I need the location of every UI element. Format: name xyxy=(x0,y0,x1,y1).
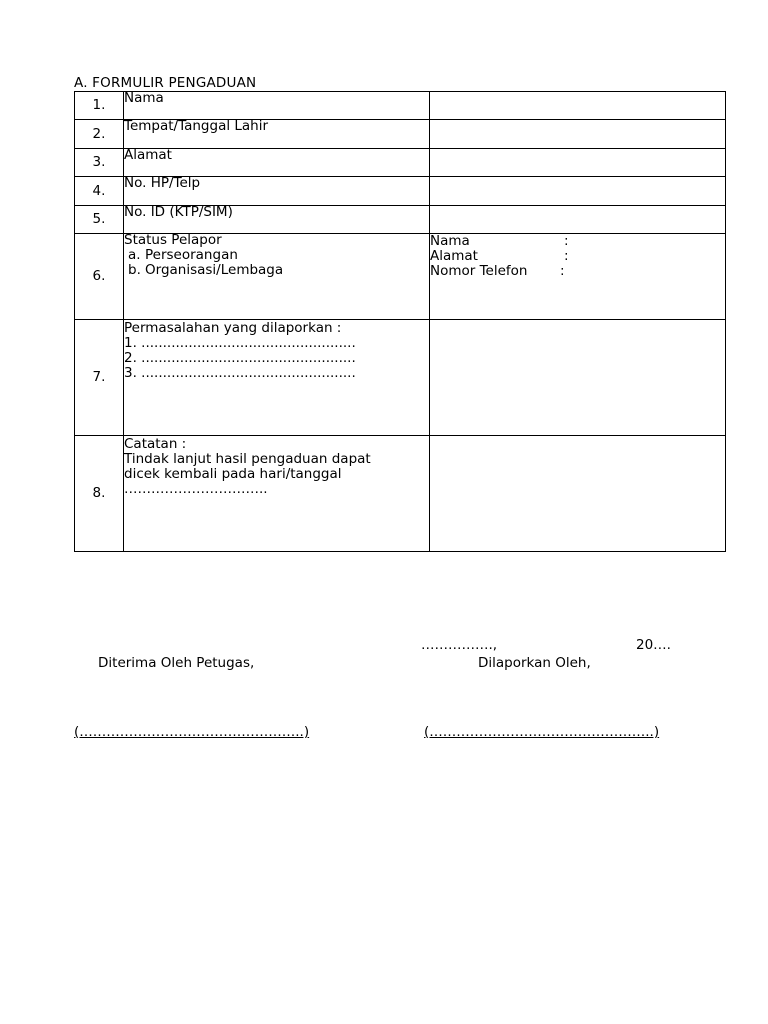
table-row xyxy=(75,234,726,320)
reporter-name-label: Nama xyxy=(430,233,470,249)
row-label xyxy=(124,320,430,436)
row-number: 3. xyxy=(75,149,124,177)
value-ttl-field[interactable] xyxy=(430,120,726,149)
row-number: 6. xyxy=(75,234,124,320)
colon: : xyxy=(560,263,565,279)
place-date-blank[interactable]: ……………., xyxy=(421,637,498,653)
label-catatan: Catatan : xyxy=(124,436,187,452)
label-permasalahan: Permasalahan yang dilaporkan : xyxy=(124,320,342,336)
value-alamat-field[interactable] xyxy=(430,149,726,177)
row-number: 8. xyxy=(75,436,124,552)
note-line-2: dicek kembali pada hari/tanggal xyxy=(124,466,342,482)
row-label xyxy=(124,120,430,149)
row-label xyxy=(124,234,430,320)
colon: : xyxy=(564,233,569,249)
reporter-address-label: Alamat xyxy=(430,248,478,264)
table-row xyxy=(75,436,726,552)
year-blank[interactable]: 20…. xyxy=(636,637,671,653)
row-number: 1. xyxy=(75,92,124,120)
problem-line-3[interactable]: 3. .................................................. xyxy=(124,365,356,381)
reporter-signature-line[interactable]: (…………………………………………..) xyxy=(424,724,660,740)
label-nama: Nama xyxy=(124,90,164,106)
form-title: A. FORMULIR PENGADUAN xyxy=(74,75,257,91)
value-hp-field[interactable] xyxy=(430,177,726,206)
option-organisasi: b. Organisasi/Lembaga xyxy=(128,262,284,278)
row-number: 5. xyxy=(75,206,124,234)
row-label xyxy=(124,92,430,120)
officer-signature-line[interactable]: (…………………………………………..) xyxy=(74,724,310,740)
row-number: 4. xyxy=(75,177,124,206)
value-id-field[interactable] xyxy=(430,206,726,234)
table-row xyxy=(75,120,726,149)
row-label xyxy=(124,206,430,234)
problem-line-1[interactable]: 1. .................................................. xyxy=(124,335,356,351)
label-hp: No. HP/Telp xyxy=(124,175,201,191)
colon: : xyxy=(564,248,569,264)
note-line-1: Tindak lanjut hasil pengaduan dapat xyxy=(124,451,371,467)
table-row xyxy=(75,206,726,234)
row-number: 2. xyxy=(75,120,124,149)
label-alamat: Alamat xyxy=(124,147,172,163)
table-row xyxy=(75,92,726,120)
problem-line-2[interactable]: 2. .................................................. xyxy=(124,350,356,366)
problem-detail-field[interactable] xyxy=(430,320,726,436)
reporter-phone-label: Nomor Telefon xyxy=(430,263,528,279)
row-label xyxy=(124,149,430,177)
row-label xyxy=(124,436,430,552)
complaint-form-table xyxy=(74,91,726,552)
row-label xyxy=(124,177,430,206)
table-row xyxy=(75,149,726,177)
table-row xyxy=(75,177,726,206)
option-perseorangan: a. Perseorangan xyxy=(128,247,238,263)
label-ttl: Tempat/Tanggal Lahir xyxy=(124,118,269,134)
received-by-label: Diterima Oleh Petugas, xyxy=(98,655,255,671)
row-number: 7. xyxy=(75,320,124,436)
reported-by-label: Dilaporkan Oleh, xyxy=(478,655,591,671)
label-status-pelapor: Status Pelapor xyxy=(124,232,222,248)
value-nama-field[interactable] xyxy=(430,92,726,120)
label-id: No. ID (KTP/SIM) xyxy=(124,204,233,220)
note-detail-field[interactable] xyxy=(430,436,726,552)
note-date-blank[interactable]: ………………………….. xyxy=(124,481,268,497)
table-row xyxy=(75,320,726,436)
reporter-details xyxy=(430,234,726,320)
